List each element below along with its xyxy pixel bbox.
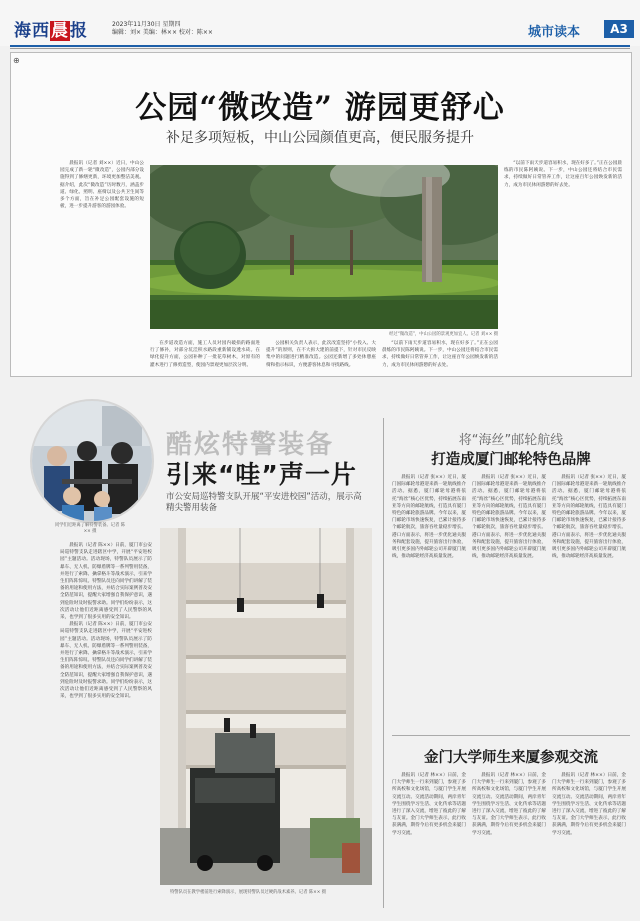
column-divider <box>383 418 384 908</box>
masthead-rule <box>10 45 630 47</box>
jinmen-col2-text: 晨报讯（记者 林××）日前，金门大学师生一行来到厦门，参观了多所高校和文化场馆，与厦门学生开展交流互动。交流活动期间，两岸青年学生围绕学习生活、文化传承等话题进行了深入交流，增进了彼此的了解与友谊。金门大学师生表示，此行收获满满，期待今后有更多机会来厦门学习交流。 <box>472 773 546 836</box>
top-story-column-5 <box>504 160 622 370</box>
police-circle-caption: 同学们近距离了解特警装备。记者 陈×× 摄 <box>54 523 126 534</box>
police-headline-2: 引来“哇”声一片 <box>166 460 357 489</box>
jinmen-column-2 <box>472 772 546 907</box>
police-circle-image <box>32 401 152 521</box>
cruise-col3-text: 晨报讯（记者 张××）近日，厦门国际邮轮母港迎来新一轮航线推介活动。据悉，厦门邮轮母港将依托“海丝”核心区优势，持续拓展东南亚等方向的邮轮航线，打造具有厦门特色的邮轮旅游品牌。今年以来，厦门邮轮市场快速恢复，已累计接待多个邮轮航次，旅客吞吐量稳步增长。港口方面表示，将进一步优化通关服务和配套设施，提升旅客出行体验，吸引更多国内外邮轮公司开辟厦门航线，推动邮轮经济高质量发展。 <box>552 475 626 560</box>
cruise-kicker: 将“海丝”邮轮航线 <box>458 433 564 448</box>
cruise-col1-text: 晨报讯（记者 张××）近日，厦门国际邮轮母港迎来新一轮航线推介活动。据悉，厦门邮轮母港将依托“海丝”核心区优势，持续拓展东南亚等方向的邮轮航线，打造具有厦门特色的邮轮旅游品牌。今年以来，厦门邮轮市场快速恢复，已累计接待多个邮轮航次，旅客吞吐量稳步增长。港口方面表示，将进一步优化通关服务和配套设施，提升旅客出行体验，吸引更多国内外邮轮公司开辟厦门航线，推动邮轮经济高质量发展。 <box>392 475 466 560</box>
cruise-col2-text: 晨报讯（记者 张××）近日，厦门国际邮轮母港迎来新一轮航线推介活动。据悉，厦门邮轮母港将依托“海丝”核心区优势，持续拓展东南亚等方向的邮轮航线，打造具有厦门特色的邮轮旅游品牌。今年以来，厦门邮轮市场快速恢复，已累计接待多个邮轮航次，旅客吞吐量稳步增长。港口方面表示，将进一步优化通关服务和配套设施，提升旅客出行体验，吸引更多国内外邮轮公司开辟厦门航线，推动邮轮经济高质量发展。 <box>472 475 546 560</box>
logo-text-3: 报 <box>70 21 88 41</box>
logo-text-2: 晨 <box>51 21 69 41</box>
police-body-text-cont: 晨报讯（记者 陈××）日前，厦门市公安局巡特警支队走进辖区中学，开展“平安进校园”主题活动。活动现场，特警队员展示了防暴车、无人机、防爆盾牌等一系列警用装备，并进行了索降、擒拿格斗等战术演示，引来学生们阵阵惊叹。特警队员还向同学们讲解了装备的用途和使用方法，并结合实际案例普及安全防范知识，提醒大家增强自我保护意识，遇到危险时及时报警求助。同学们纷纷表示，这次活动让他们近距离感受到了人民警察的风采，也学到了很多实用的安全知识。 <box>60 622 152 700</box>
police-body-column <box>60 542 152 902</box>
cruise-column-1 <box>392 474 466 729</box>
top-story-column-2 <box>150 340 260 370</box>
cruise-column-3 <box>552 474 626 729</box>
logo-text-1: 海西 <box>14 21 50 41</box>
police-subheadline: 市公安局巡特警支队开展“平安进校园”活动，展示高精尖警用装备 <box>166 492 362 513</box>
jinmen-col3-text: 晨报讯（记者 林××）日前，金门大学师生一行来到厦门，参观了多所高校和文化场馆，与厦门学生开展交流互动。交流活动期间，两岸青年学生围绕学习生活、文化传承等话题进行了深入交流，增进了彼此的了解与友谊。金门大学师生表示，此行收获满满，期待今后有更多机会来厦门学习交流。 <box>552 773 626 836</box>
park-photo <box>150 165 498 329</box>
corner-mark-icon: ⊕ <box>13 56 20 65</box>
police-circle-photo <box>30 399 154 523</box>
top-story-col1-text: 晨报讯（记者 刘××）近日，中山公园完成了新一轮“微改造”，公园内部分设施得到了修缮更新，环境更加整洁美观。据介绍，此次“微改造”历时数月，涵盖步道、绿化、照明、座椅以及公共卫生间等多个方面，旨在补足公园配套设施的短板，进一步提升游客的游园体验。 <box>60 161 144 210</box>
police-building-photo <box>160 528 372 885</box>
newspaper-logo <box>14 16 88 41</box>
police-body-text: 晨报讯（记者 陈××）日前，厦门市公安局巡特警支队走进辖区中学，开展“平安进校园”主题活动。活动现场，特警队员展示了防暴车、无人机、防爆盾牌等一系列警用装备，并进行了索降、擒拿格斗等战术演示，引来学生们阵阵惊叹。特警队员还向同学们讲解了装备的用途和使用方法，并结合实际案例普及安全防范知识，提醒大家增强自我保护意识，遇到危险时及时报警求助。同学们纷纷表示，这次活动让他们近距离感受到了人民警察的风采，也学到了很多实用的安全知识。 <box>60 543 152 621</box>
top-story-col3-text: 公园相关负责人表示，此次改造坚持“小投入、大提升”的原则，在不大拆大建的前提下，针对市民反映集中的问题进行精准改造。公园还新增了多处休憩座椅和指示标识，方便游客休息和寻找路线。 <box>266 341 376 368</box>
top-story-col5-text: “以前下雨天步道容易积水，现在好多了。”正在公园晨练的市民陈阿姨说。下一步，中山公园还将结合市民需求，持续做好日常管养工作，让这座百年公园焕发新的活力，成为市民休闲游憩的好去处。 <box>504 161 622 188</box>
top-story-column-1 <box>60 160 144 365</box>
park-photo-caption: 经过“微改造”，中山公园的景观更加宜人。记者 刘×× 摄 <box>389 332 498 337</box>
masthead-meta <box>112 21 262 37</box>
top-story-subtitle: 补足多项短板，中山公园颜值更高，便民服务提升 <box>166 130 474 146</box>
section-divider <box>392 735 630 736</box>
masthead-rule-thin <box>10 48 630 49</box>
top-story-headline: 公园“微改造” 游园更舒心 <box>135 90 505 126</box>
jinmen-col1-text: 晨报讯（记者 林××）日前，金门大学师生一行来到厦门，参观了多所高校和文化场馆，与厦门学生开展交流互动。交流活动期间，两岸青年学生围绕学习生活、文化传承等话题进行了深入交流，增进了彼此的了解与友谊。金门大学师生表示，此行收获满满，期待今后有更多机会来厦门学习交流。 <box>392 773 466 836</box>
top-story-column-4 <box>382 340 498 370</box>
masthead <box>0 0 640 46</box>
top-story-col4-text: “以前下雨天步道容易积水，现在好多了。”正在公园晨练的市民陈阿姨说。下一步，中山公园还将结合市民需求，持续做好日常管养工作，让这座百年公园焕发新的活力，成为市民休闲游憩的好去处。 <box>382 341 498 368</box>
police-headline-1: 酷炫特警装备 <box>166 430 335 460</box>
page-number-badge: A3 <box>604 20 634 38</box>
jinmen-column-1 <box>392 772 466 907</box>
top-story-column-3 <box>266 340 376 370</box>
police-building-image <box>160 528 372 885</box>
section-name: 城市读本 <box>528 25 581 40</box>
cruise-column-2 <box>472 474 546 729</box>
jinmen-headline: 金门大学师生来厦参观交流 <box>424 750 598 766</box>
police-building-caption: 特警队员在教学楼前进行索降演示，展现特警队员过硬的战术素养。记者 陈×× 摄 <box>170 890 327 895</box>
park-photo-image <box>150 165 498 329</box>
top-story-col2-text: 在步道改造方面，施工人员对园内破损的路面进行了修补，对部分坑洼积水路段重新铺设透水砖。在绿化提升方面，公园补种了一批花草树木，对原有的灌木进行了修剪造型，使园内景观更加层次分明。 <box>150 341 260 368</box>
cruise-headline: 打造成厦门邮轮特色品牌 <box>431 452 591 468</box>
editor-line: 编辑：刘× 美编：林×× 校对：陈×× <box>112 29 213 36</box>
date-line: 2023年11月30日 星期四 <box>112 21 181 28</box>
jinmen-column-3 <box>552 772 626 907</box>
